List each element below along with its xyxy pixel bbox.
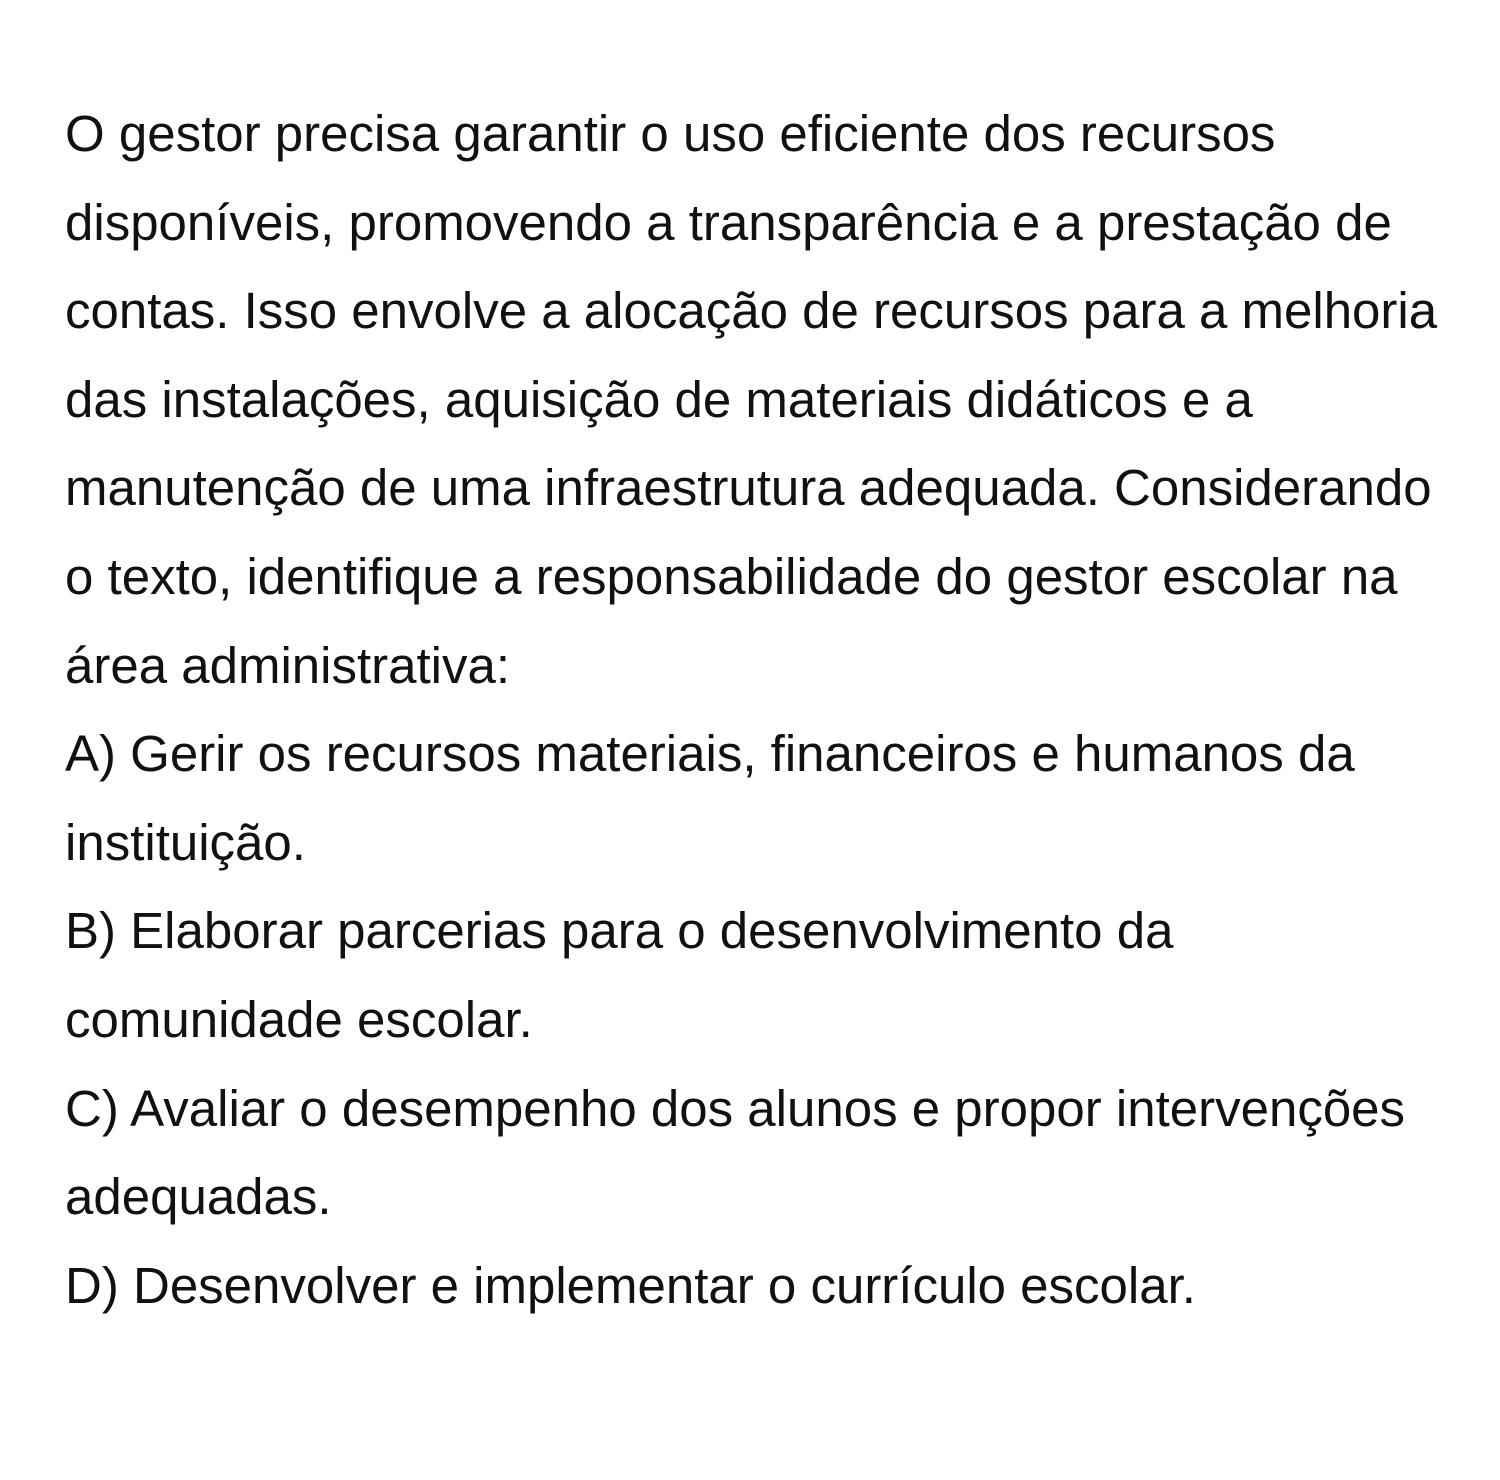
option-c: C) Avaliar o desempenho dos alunos e propor intervenções adequadas. <box>65 1079 1406 1226</box>
option-b: B) Elaborar parcerias para o desenvolvimento da comunidade escolar. <box>65 902 1174 1048</box>
option-a: A) Gerir os recursos materiais, financeiros e humanos da instituição. <box>65 725 1355 871</box>
question-block <box>65 90 1445 1330</box>
option-d: D) Desenvolver e implementar o currículo escolar. <box>65 1256 1196 1314</box>
answer-options <box>65 710 1445 1330</box>
question-text: O gestor precisa garantir o uso eficiente dos recursos disponíveis, promovendo a transparência e a prestação de contas. Isso envolve a alocação de recursos para a melhoria das instalações, aquisição de materiais didáticos e a manutenção de uma infraestrutura adequada. Considerando o texto, identifique a responsabilidade do gestor escolar na área administrativa: <box>65 105 1438 694</box>
